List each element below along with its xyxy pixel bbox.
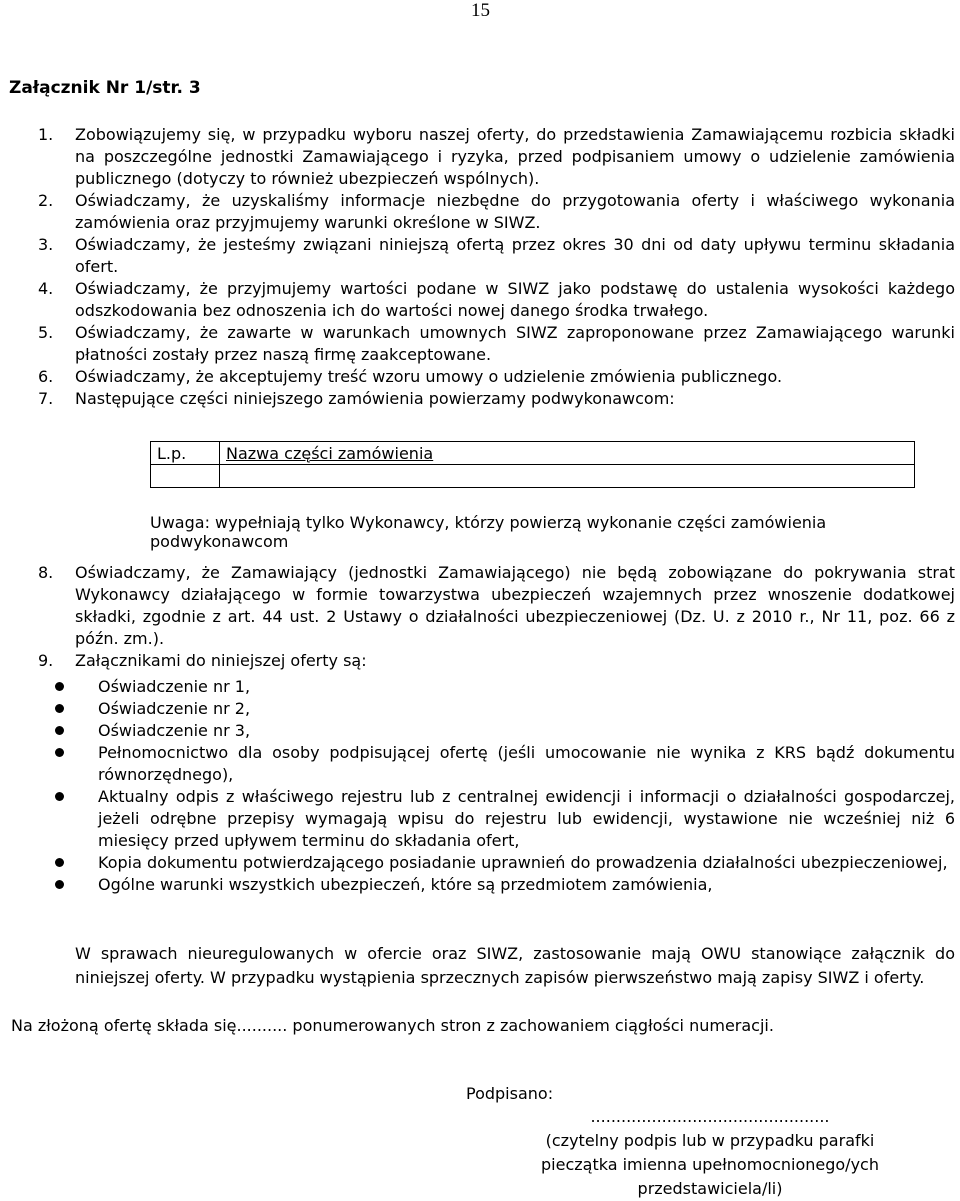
signature-line: ...............................................	[590, 1107, 830, 1126]
list-item: Oświadczenie nr 3,	[50, 720, 955, 742]
list-item: Oświadczenie nr 1,	[50, 676, 955, 698]
item-number: 7.	[38, 389, 54, 408]
table-header-row	[151, 442, 915, 465]
list-item: Aktualny odpis z właściwego rejestru lub z centralnej ewidencji i informacji o działalności gospodarczej, jeżeli odrębne przepisy wymagają wpisu do rejestru lub ewidencji, wystawione nie wcześniej niż 6 miesięcy przed upływem terminu do składania ofert,	[50, 786, 955, 852]
list-item: Oświadczenie nr 2,	[50, 698, 955, 720]
subcontractor-table-wrap	[150, 441, 915, 488]
attachment-heading: Załącznik Nr 1/str. 3	[9, 78, 201, 98]
declarations-list	[38, 124, 955, 410]
item-text: Oświadczamy, że Zamawiający (jednostki Zamawiającego) nie będą zobowiązane do pokrywania strat Wykonawcy działającego w formie towarzystwa ubezpieczeń wzajemnych przez wnoszenie dodatkowej składki, zgodnie z art. 44 ust. 2 Ustawy o działalności ubezpieczeniowej (Dz. U. z 2010 r., Nr 11, poz. 66 z późn. zm.).	[75, 563, 955, 648]
table-cell[interactable]	[220, 465, 915, 488]
list-item	[38, 278, 955, 322]
list-item: Ogólne warunki wszystkich ubezpieczeń, które są przedmiotem zamówienia,	[50, 874, 955, 896]
list-item	[38, 322, 955, 366]
table-cell[interactable]	[151, 465, 220, 488]
item-text: Zobowiązujemy się, w przypadku wyboru naszej oferty, do przedstawienia Zamawiającemu rozbicia składki na poszczególne jednostki Zamawiającego i ryzyka, przed podpisaniem umowy o udzielenie zamówienia publicznego (dotyczy to również ubezpieczeń wspólnych).	[75, 125, 955, 188]
header-cell-lp: L.p.	[151, 442, 220, 465]
item-number: 5.	[38, 323, 54, 342]
item-text: Oświadczamy, że zawarte w warunkach umownych SIWZ zaproponowane przez Zamawiającego warunki płatności zostały przez naszą firmę zaakceptowane.	[75, 323, 955, 364]
attachments-list	[50, 676, 955, 896]
bullet-icon	[55, 880, 64, 889]
item-number: 4.	[38, 279, 54, 298]
list-item	[38, 388, 955, 410]
bullet-icon	[55, 682, 64, 691]
item-number: 2.	[38, 191, 54, 210]
signed-label: Podpisano:	[466, 1084, 554, 1103]
table-row	[151, 465, 915, 488]
signature-block	[520, 1105, 900, 1201]
item-text: Oświadczamy, że jesteśmy związani niniejszą ofertą przez okres 30 dni od daty upływu terminu składania ofert.	[75, 235, 955, 276]
page-number: 15	[471, 0, 490, 21]
bullet-icon	[55, 858, 64, 867]
list-item	[38, 650, 955, 672]
item-number: 8.	[38, 563, 54, 582]
item-number: 1.	[38, 125, 54, 144]
signature-caption: (czytelny podpis lub w przypadku parafki pieczątka imienna upełnomocnionego/ych przedstawiciela/li)	[541, 1131, 879, 1198]
list-item	[38, 234, 955, 278]
bullet-icon	[55, 726, 64, 735]
list-item	[38, 124, 955, 190]
list-item	[38, 190, 955, 234]
pages-statement: Na złożoną ofertę składa się.......... ponumerowanych stron z zachowaniem ciągłości numeracji.	[11, 1016, 774, 1035]
item-text: Oświadczamy, że akceptujemy treść wzoru umowy o udzielenie zmówienia publicznego.	[75, 367, 783, 386]
list-item	[38, 562, 955, 650]
header-cell-name: Nazwa części zamówienia	[220, 442, 915, 465]
declarations-list-continued	[38, 562, 955, 672]
subcontractor-table	[150, 441, 915, 488]
list-item	[38, 366, 955, 388]
item-text: Oświadczamy, że przyjmujemy wartości podane w SIWZ jako podstawę do ustalenia wysokości każdego odszkodowania bez odnoszenia ich do wartości nowej danego środka trwałego.	[75, 279, 955, 320]
item-text: Następujące części niniejszego zamówienia powierzamy podwykonawcom:	[75, 389, 675, 408]
item-number: 6.	[38, 367, 54, 386]
item-number: 9.	[38, 651, 54, 670]
item-text: Załącznikami do niniejszej oferty są:	[75, 651, 367, 670]
bullet-icon	[55, 704, 64, 713]
list-item: Pełnomocnictwo dla osoby podpisującej ofertę (jeśli umocowanie nie wynika z KRS bądź dokumentu równorzędnego),	[50, 742, 955, 786]
list-item: Kopia dokumentu potwierdzającego posiadanie uprawnień do prowadzenia działalności ubezpieczeniowej,	[50, 852, 955, 874]
owu-paragraph: W sprawach nieuregulowanych w ofercie oraz SIWZ, zastosowanie mają OWU stanowiące załącznik do niniejszej oferty. W przypadku wystąpienia sprzecznych zapisów pierwszeństwo mają zapisy SIWZ i oferty.	[75, 944, 955, 987]
bullet-icon	[55, 748, 64, 757]
item-text: Oświadczamy, że uzyskaliśmy informacje niezbędne do przygotowania oferty i właściwego wykonania zamówienia oraz przyjmujemy warunki określone w SIWZ.	[75, 191, 955, 232]
table-note: Uwaga: wypełniają tylko Wykonawcy, którzy powierzą wykonanie części zamówienia podwykonawcom	[150, 513, 827, 551]
bullet-icon	[55, 792, 64, 801]
item-number: 3.	[38, 235, 54, 254]
